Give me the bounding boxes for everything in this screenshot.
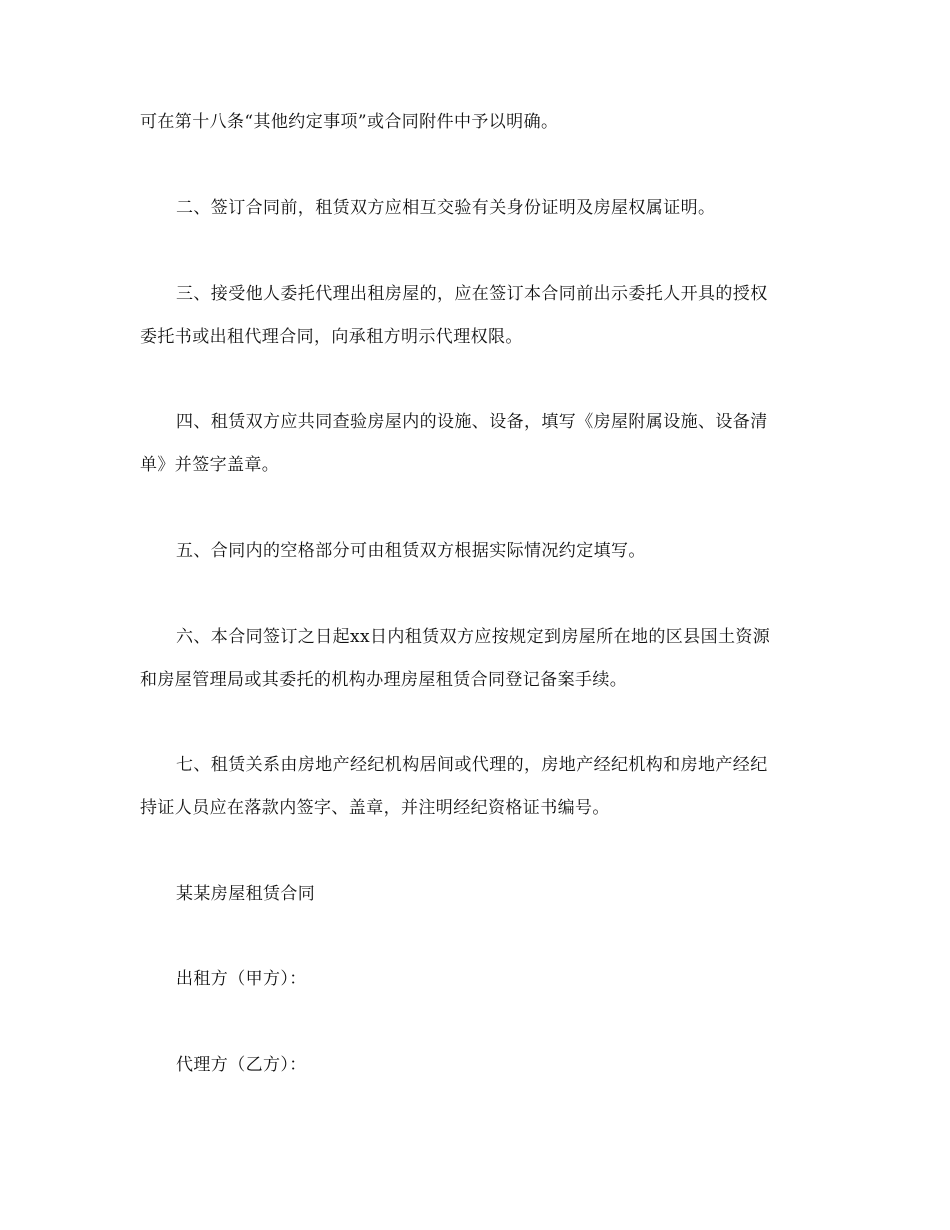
paragraph-2-line-1: 二、签订合同前，租赁双方应相互交验有关身份证明及房屋权属证明。 xyxy=(176,198,716,218)
lessor-label: 出租方（甲方）： xyxy=(176,969,307,989)
paragraph-4-line-1: 四、租赁双方应共同查验房屋内的设施、设备，填写《房屋附属设施、设备清 xyxy=(176,412,768,432)
paragraph-1-line-1: 可在第十八条“其他约定事项”或合同附件中予以明确。 xyxy=(140,112,559,132)
paragraph-3-line-1: 三、接受他人委托代理出租房屋的，应在签订本合同前出示委托人开具的授权 xyxy=(176,284,768,304)
paragraph-4-line-2: 单》并签字盖章。 xyxy=(140,455,280,475)
paragraph-7-line-2: 持证人员应在落款内签字、盖章，并注明经纪资格证书编号。 xyxy=(140,798,610,818)
contract-title: 某某房屋租赁合同 xyxy=(176,884,316,904)
paragraph-6-line-1: 六、本合同签订之日起xx日内租赁双方应按规定到房屋所在地的区县国土资源 xyxy=(176,627,771,647)
paragraph-5-line-1: 五、合同内的空格部分可由租赁双方根据实际情况约定填写。 xyxy=(176,541,646,561)
paragraph-6-line-2: 和房屋管理局或其委托的机构办理房屋租赁合同登记备案手续。 xyxy=(140,670,628,690)
paragraph-3-line-2: 委托书或出租代理合同，向承租方明示代理权限。 xyxy=(140,327,523,347)
paragraph-7-line-1: 七、租赁关系由房地产经纪机构居间或代理的，房地产经纪机构和房地产经纪 xyxy=(176,755,768,775)
agent-label: 代理方（乙方）： xyxy=(176,1055,307,1075)
